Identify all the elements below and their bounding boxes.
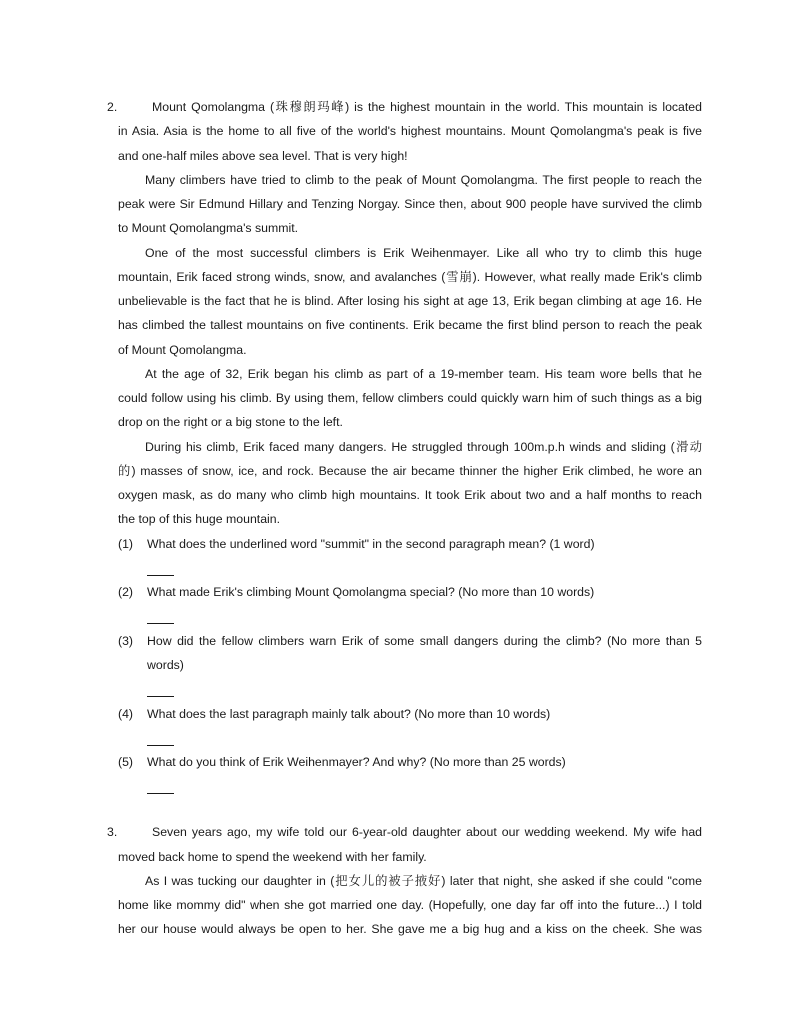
passage-2-line: oxygen mask, as do many who climb high mountains. It took Erik about two and a half months to reach [118,488,702,502]
passage-2-line: in Asia. Asia is the home to all five of the world's highest mountains. Mount Qomolangma's peak is five [118,124,702,138]
question-number: (2) [118,585,134,599]
answer-blank[interactable] [147,696,174,697]
question-number: (3) [118,634,134,648]
passage-2-line: has climbed the tallest mountains on five continents. Erik became the first blind person to reach the peak [118,318,702,332]
passage-2-line: could follow using his climb. By using them, fellow climbers could quickly warn him of such things as a big [118,391,702,405]
answer-blank[interactable] [147,745,174,746]
question-text: How did the fellow climbers warn Erik of some small dangers during the climb? (No more than 5 [147,634,702,648]
passage-2-line: mountain, Erik faced strong winds, snow, and avalanches (雪崩). However, what really made Erik's climb [118,270,702,284]
passage-3-line: moved back home to spend the weekend with her family. [118,850,427,864]
passage-2-line: and one-half miles above sea level. That is very high! [118,149,408,163]
passage-2-line: During his climb, Erik faced many dangers. He struggled through 100m.p.h winds and sliding (滑动 [145,440,702,454]
passage-2-line: One of the most successful climbers is Erik Weihenmayer. Like all who try to climb this huge [145,246,702,260]
question-text: What made Erik's climbing Mount Qomolangma special? (No more than 10 words) [147,585,595,599]
answer-blank[interactable] [147,623,174,624]
answer-blank[interactable] [147,793,174,794]
passage-3-number: 3. [107,825,118,839]
passage-2-line: 的) masses of snow, ice, and rock. Because the air became thinner the higher Erik climbed, he wore an [118,464,702,478]
passage-2-line: Many climbers have tried to climb to the peak of Mount Qomolangma. The first people to reach the [145,173,702,187]
passage-2-line: drop on the right or a big stone to the left. [118,415,343,429]
question-text: What does the last paragraph mainly talk about? (No more than 10 words) [147,707,551,721]
passage-3-line: As I was tucking our daughter in (把女儿的被子掖好) later that night, she asked if she could "come [145,874,702,888]
passage-2-line: At the age of 32, Erik began his climb as part of a 19-member team. His team wore bells that he [145,367,702,381]
passage-2-line: peak were Sir Edmund Hillary and Tenzing Norgay. Since then, about 900 people have survived the climb [118,197,702,211]
question-text: What do you think of Erik Weihenmayer? And why? (No more than 25 words) [147,755,566,769]
answer-blank[interactable] [147,575,174,576]
passage-3-line: her our house would always be open to her. She gave me a big hug and a kiss on the cheek. She was [118,922,702,936]
passage-2-line: to Mount Qomolangma's summit. [118,221,299,235]
question-number: (4) [118,707,134,721]
passage-2-line: Mount Qomolangma (珠穆朗玛峰) is the highest mountain in the world. This mountain is located [152,100,702,114]
passage-2-line: the top of this huge mountain. [118,512,281,526]
question-number: (5) [118,755,134,769]
passage-2-number: 2. [107,100,118,114]
passage-3-line: Seven years ago, my wife told our 6-year-old daughter about our wedding weekend. My wife had [152,825,702,839]
passage-2-line: of Mount Qomolangma. [118,343,247,357]
question-text-continued: words) [147,658,184,672]
question-number: (1) [118,537,134,551]
question-text: What does the underlined word "summit" in the second paragraph mean? (1 word) [147,537,595,551]
passage-3-line: home like mommy did" when she got married one day. (Hopefully, one day far off into the future...) I told [118,898,702,912]
passage-2-line: unbelievable is the fact that he is blind. After losing his sight at age 13, Erik began climbing at age 16. He [118,294,702,308]
